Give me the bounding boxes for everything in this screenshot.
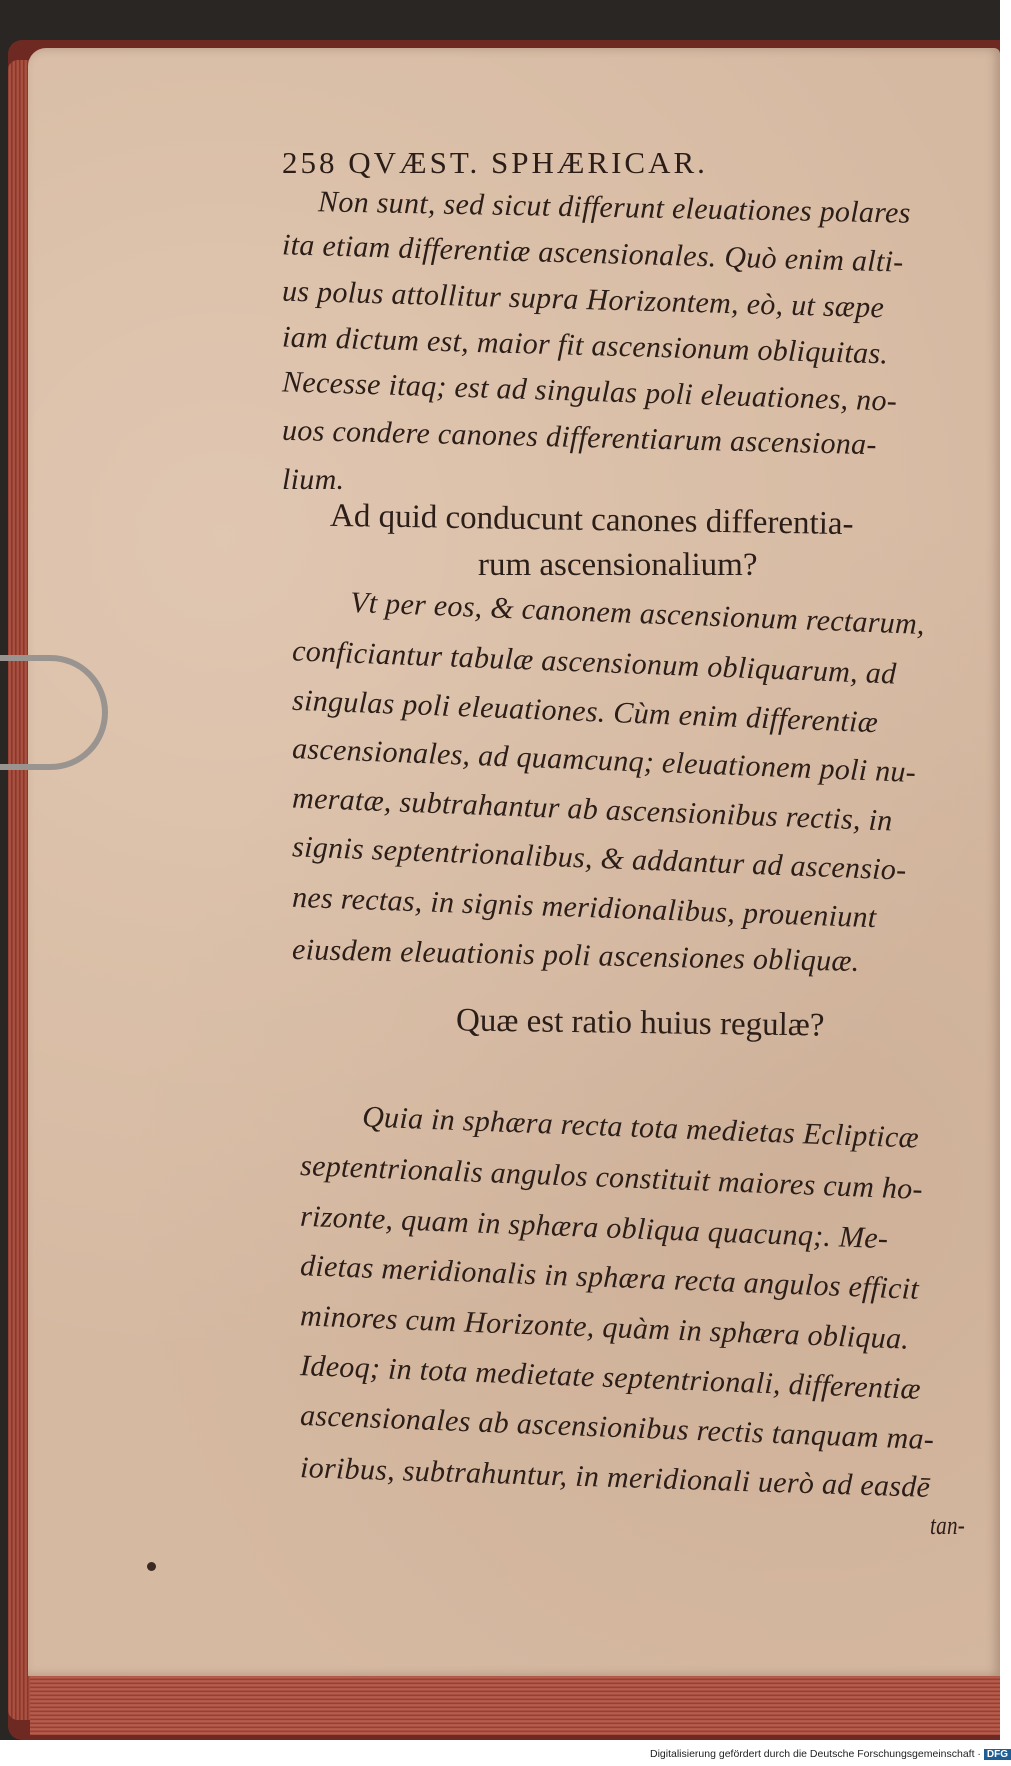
- text-line: ascensionales, ad quamcunq; eleuationem poli nu-: [291, 732, 917, 789]
- text-line: ioribus, subtrahuntur, in meridionali uerò ad easdē: [299, 1451, 931, 1504]
- text-line: eiusdem eleuationis poli ascensiones obliquæ.: [291, 933, 860, 978]
- question-heading: Ad quid conducunt canones differentia-: [329, 497, 854, 543]
- text-line: minores cum Horizonte, quàm in sphæra obliqua.: [299, 1299, 910, 1356]
- text-line: septentrionalis angulos constituit maiores cum ho-: [299, 1149, 924, 1206]
- question-heading: Quæ est ratio huius regulæ?: [455, 1002, 825, 1044]
- text-line: uos condere canones differentiarum ascensiona-: [281, 413, 878, 462]
- catchword: tan-: [930, 1511, 966, 1540]
- question-heading: rum ascensionalium?: [478, 547, 758, 583]
- ink-spot: [147, 1562, 156, 1571]
- digitization-credit: [650, 1748, 1011, 1760]
- text-line: signis septentrionalibus, & addantur ad ascensio-: [291, 830, 908, 887]
- text-line: Vt per eos, & canonem ascensionum rectarum,: [349, 585, 926, 642]
- running-header: 258 QVÆST. SPHÆRICAR.: [282, 145, 708, 180]
- text-line: conficiantur tabulæ ascensionum obliquarum, ad: [291, 634, 898, 691]
- text-line: meratæ, subtrahantur ab ascensionibus rectis, in: [291, 781, 894, 838]
- text-line: Necesse itaq; est ad singulas poli eleuationes, no-: [281, 365, 898, 418]
- text-line: dietas meridionalis in sphæra recta angulos efficit: [299, 1249, 920, 1306]
- text-line: ita etiam differentiæ ascensionales. Quò enim alti-: [281, 228, 904, 279]
- text-line: nes rectas, in signis meridionalibus, proueniunt: [291, 880, 878, 935]
- text-line: Ideoq; in tota medietate septentrionali, differentiæ: [299, 1349, 922, 1406]
- text-line: lium.: [282, 463, 345, 496]
- credit-text: Digitalisierung gefördert durch die Deutsche Forschungsgemeinschaft ·: [650, 1748, 981, 1760]
- text-line: Quia in sphæra recta tota medietas Eclipticæ: [361, 1100, 920, 1155]
- dfg-logo: DFG: [984, 1749, 1011, 1760]
- text-line: us polus attollitur supra Horizontem, eò, ut sæpe: [281, 274, 885, 325]
- text-line: iam dictum est, maior fit ascensionum obliquitas.: [281, 320, 889, 371]
- text-line: singulas poli eleuationes. Cùm enim differentiæ: [291, 683, 879, 740]
- text-line: rizonte, quam in sphæra obliqua quacunq;. Me-: [299, 1199, 889, 1256]
- text-line: ascensionales ab ascensionibus rectis tanquam ma-: [299, 1398, 935, 1457]
- text-line: Non sunt, sed sicut differunt eleuationes polares: [317, 185, 911, 230]
